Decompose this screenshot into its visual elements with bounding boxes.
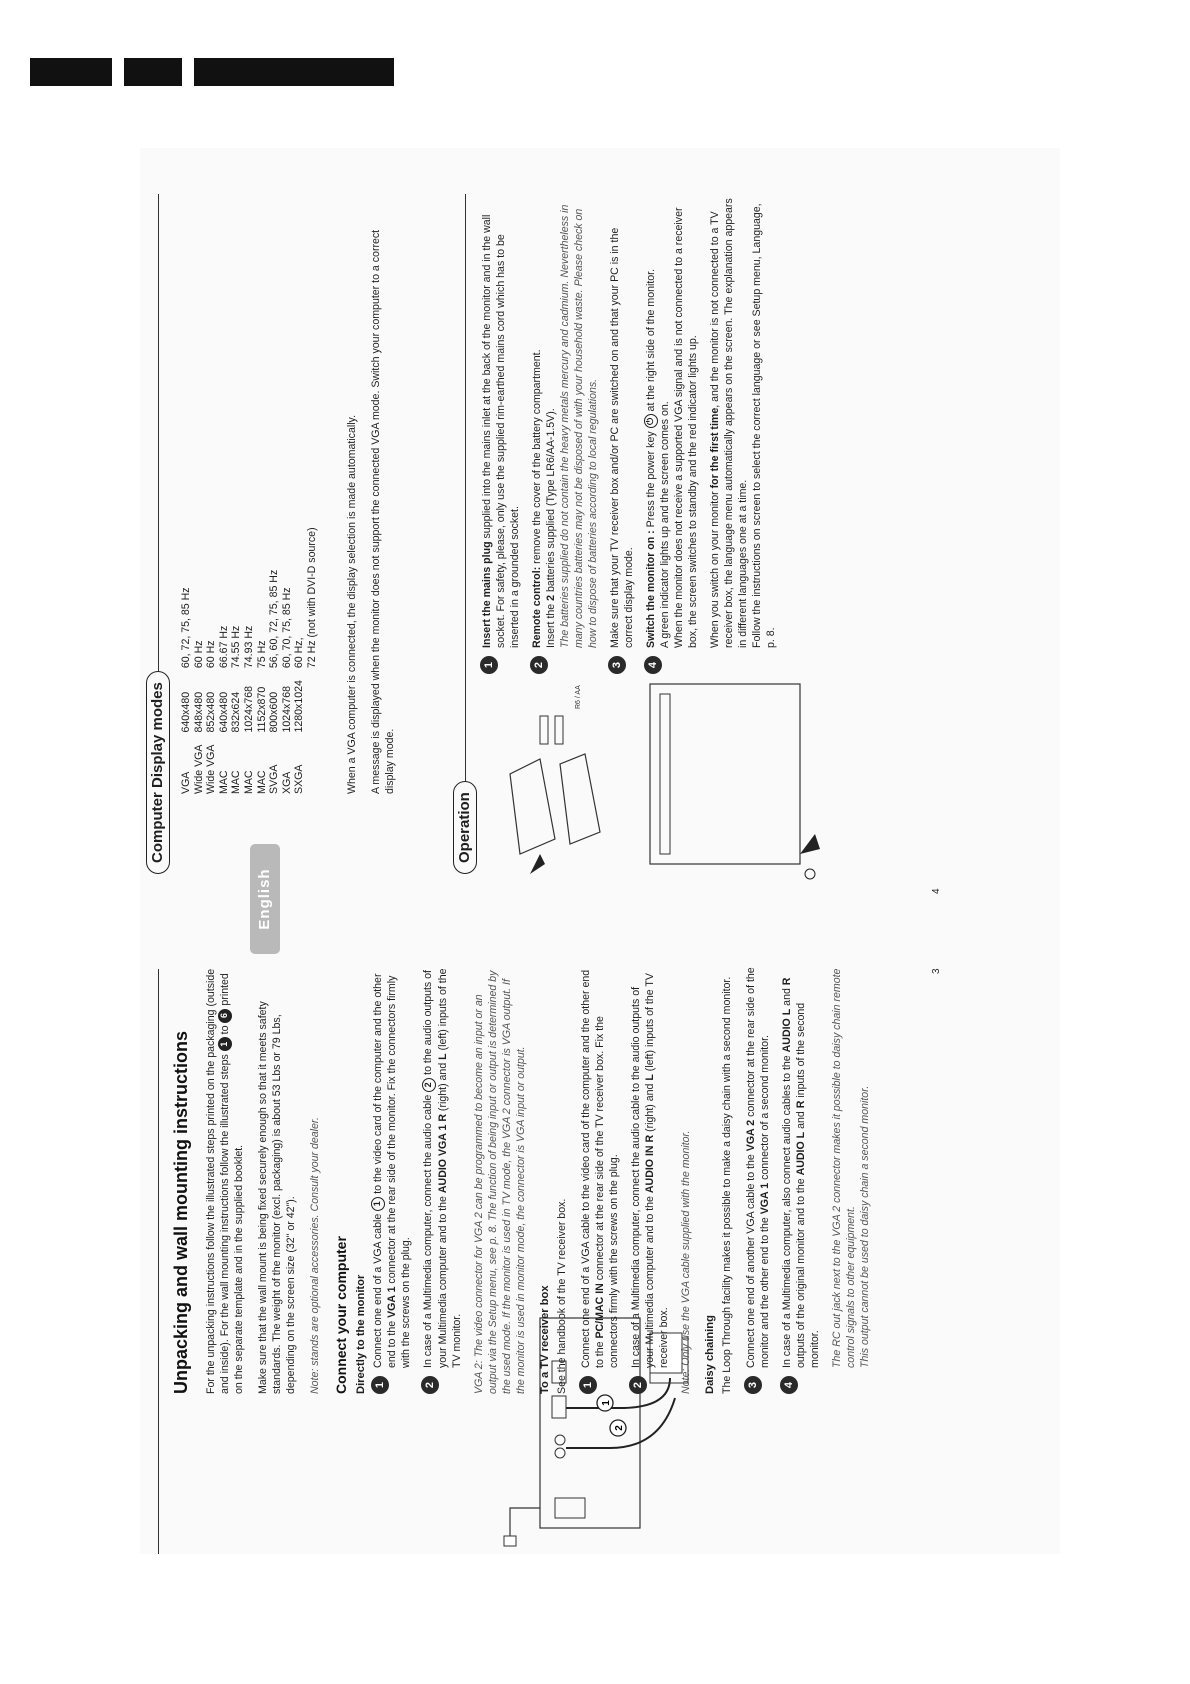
power-icon: ⏻ — [644, 414, 658, 428]
step-bold: Remote control: — [531, 566, 543, 648]
display-mode-row — [268, 515, 281, 794]
daisy-title: Daisy chaining — [703, 1315, 716, 1394]
mains-inlet — [555, 1498, 585, 1518]
audio-jack-icon — [555, 1435, 565, 1445]
unpacking-title: Unpacking and wall mounting instructions — [171, 1030, 191, 1394]
first-time-text: , and the monitor is not connected to a TV receiver box, the language menu automatically appears on the screen. The explanation appears in different languages one at a time. — [709, 198, 750, 648]
mode-res: 640x480 — [180, 691, 192, 733]
operation-title-wrap — [453, 781, 477, 874]
first-time-paragraph — [708, 194, 778, 674]
step-text: (right) and — [436, 1062, 449, 1112]
cable-callout: 1 — [371, 1197, 385, 1211]
display-mode-row — [306, 515, 319, 794]
step-text: In case of a Multimedia computer, also connect audio cables to the — [780, 1055, 793, 1368]
mode-res: 1024x768 — [242, 686, 255, 733]
battery-note: The batteries supplied do not contain the heavy metals mercury and cadmium. Nevertheless in many countries batteries may not be disposed of with your household waste. Please check on how to dispose of batteries according to local regulations. — [559, 204, 599, 648]
display-mode-row — [256, 515, 269, 794]
step-text: Make sure that your TV receiver box and/or PC are switched on and that your PC is in the correct display mode. — [609, 227, 635, 648]
step-bold: L — [643, 1074, 656, 1081]
mode-freq: 60 Hz — [205, 640, 218, 669]
step-number: 3 — [608, 656, 626, 674]
vga-message-text: A message is displayed when the monitor does not support the connected VGA mode. Switch your computer to a correct display mode. — [370, 229, 396, 794]
mode-type: SXGA — [293, 764, 306, 794]
mode-res: 1152x870 — [255, 686, 268, 733]
step-number: 4 — [644, 656, 662, 674]
step-text: and — [780, 988, 793, 1006]
step-text: (left) inputs of the TV receiver box. — [643, 973, 670, 1368]
display-mode-row — [205, 515, 218, 794]
step-text: Press the power key — [645, 431, 657, 528]
step-bold: R — [780, 977, 793, 986]
step-bold: 2 — [545, 594, 557, 601]
mode-type: MAC — [255, 770, 268, 794]
operation-figure — [500, 674, 830, 894]
header-block-3 — [194, 58, 394, 86]
operation-step-3 — [608, 194, 636, 674]
step-number: 3 — [744, 1376, 762, 1394]
mode-freq: 60 Hz, — [293, 637, 306, 669]
mode-type: MAC — [230, 770, 243, 794]
step-number: 2 — [629, 1376, 647, 1394]
step-text: When the monitor does not receive a supported VGA signal and is not connected to a receiver box, the screen switches to standby and the red indicator lights up. — [673, 207, 700, 648]
operation-step-4 — [644, 194, 700, 674]
step-text: inputs of the second monitor. — [794, 1002, 821, 1368]
mode-type: SVGA — [268, 764, 281, 794]
right-page-number: 4 — [931, 888, 942, 894]
rc-note-1: The RC out jack next to the VGA 2 connector makes it possible to daisy chain remote control signals to other equipment. — [830, 968, 857, 1368]
step-bold: Insert the mains plug — [481, 541, 493, 648]
mode-freq: 75 Hz — [255, 640, 268, 669]
step-text: supplied into the mains inlet at the back of the monitor and in the wall socket. For safety, please, only use the supplied rim-earthed mains cord which has to be inserted in a grounded socket. — [481, 214, 521, 648]
english-tab: English — [250, 844, 280, 954]
mode-type: Wide VGA — [192, 744, 205, 794]
arrow-icon — [530, 854, 545, 874]
step-bold: AUDIO IN R — [643, 1134, 656, 1194]
mode-res — [306, 668, 319, 732]
step-text: connector at the rear side of the monitor and the other end to the — [744, 967, 771, 1368]
arrow-icon — [800, 834, 820, 854]
mode-type: MAC — [217, 770, 230, 794]
step-text: at the right side of the monitor. — [645, 268, 657, 412]
left-column — [170, 964, 882, 1394]
mode-type: XGA — [280, 771, 293, 794]
operation-title: Operation — [453, 781, 477, 874]
step-bold: VGA 1 — [758, 1182, 771, 1215]
battery-icon — [540, 716, 548, 744]
mode-freq: 74.55 Hz — [230, 625, 243, 669]
receiver-intro: See the handbook of the TV receiver box. — [555, 1198, 568, 1394]
mode-freq: 66.67 Hz — [217, 625, 230, 669]
display-mode-row — [293, 515, 306, 794]
step-text: (right) and — [643, 1083, 656, 1132]
receiver-step-1 — [579, 964, 621, 1394]
connect-step-2 — [421, 964, 463, 1394]
power-key-icon — [805, 869, 815, 879]
step-bold: L — [436, 1053, 449, 1060]
step-number: 4 — [780, 1376, 798, 1394]
mains-plug-icon — [504, 1536, 516, 1546]
mode-type: MAC — [242, 770, 255, 794]
step-text: A green indicator lights up and the screen comes on. — [659, 401, 672, 648]
step-bold: AUDIO VGA 1 R — [436, 1114, 449, 1194]
step-text: and — [794, 1111, 807, 1129]
mode-res: 1024x768 — [280, 686, 293, 733]
operation-step-2 — [530, 194, 600, 674]
mode-res: 800x600 — [268, 691, 281, 733]
operation-body — [480, 194, 788, 674]
display-mode-row — [218, 515, 231, 794]
display-mode-row — [180, 515, 193, 794]
vga2-note: VGA 2: The video connector for VGA 2 can be programmed to become an input or an output via the Setup menu, see p. 8. The function of being input or output is determined by the used mode. If the monitor is used in TV mode, the VGA 2 connector is VGA output. If the monitor is used in monitor mode, the connector is VGA input or output. — [472, 970, 527, 1394]
cable-callout: 2 — [422, 1078, 436, 1092]
step-bold: VGA 2 — [744, 1119, 757, 1152]
left-page-number: 3 — [931, 968, 942, 974]
first-time-bold: for the first time — [709, 407, 722, 489]
daisy-intro: The Loop Through facility makes it possible to make a daisy chain with a second monitor. — [720, 976, 733, 1394]
rc-note-2: This output cannot be used to daisy chain a second monitor. — [858, 1085, 871, 1368]
follow-text: Follow the instructions on screen to select the correct language or see Setup menu, Language, p. 8. — [751, 203, 778, 648]
display-modes-notes — [345, 194, 407, 794]
mode-freq: 56, 60, 72, 75, 85 Hz — [268, 569, 281, 669]
stands-note: Note: stands are optional accessories. Consult your dealer. — [309, 1117, 322, 1394]
step-text: Connect one end of another VGA cable to the — [744, 1154, 757, 1368]
vga-connected-text: When a VGA computer is connected, the display selection is made automatically. — [346, 414, 358, 794]
operation-rule — [465, 194, 466, 874]
display-mode-row — [230, 515, 243, 794]
mode-freq: 72 Hz (not with DVI-D source) — [305, 527, 318, 669]
step-text: Connect one end of a VGA cable to the video card of the computer and the other end to the — [579, 969, 606, 1368]
intro-step-b: 6 — [218, 1009, 232, 1023]
step-text: to the audio outputs of your Multimedia computer and to the — [422, 970, 449, 1368]
mode-type: Wide VGA — [205, 744, 218, 794]
first-time-text: When you switch on your monitor — [709, 491, 722, 648]
step-text: to the video card of the computer and the other end to the — [372, 973, 399, 1368]
connect-title: Connect your computer — [333, 1236, 350, 1394]
mode-freq: 60 Hz — [192, 640, 205, 669]
step-text: (left) inputs of the TV monitor. — [436, 968, 463, 1368]
callout-1-label: 1 — [601, 1400, 612, 1406]
receiver-title: To a TV receiver box — [538, 1285, 551, 1394]
display-modes-body — [180, 234, 319, 794]
mains-cable — [510, 1508, 540, 1538]
step-number: 1 — [579, 1376, 597, 1394]
mode-freq: 60, 70, 75, 85 Hz — [280, 587, 293, 669]
mode-res: 640x480 — [217, 691, 230, 733]
left-page-rule — [158, 969, 159, 1554]
connect-step-1 — [371, 964, 413, 1394]
display-mode-row — [193, 515, 206, 794]
manual-spread — [140, 148, 1060, 1554]
mode-freq: 60, 72, 75, 85 Hz — [180, 587, 192, 669]
receiver-step-2 — [629, 964, 671, 1394]
step-bold: Switch the monitor on : — [645, 530, 657, 648]
vga-cable-note: Note: Only use the VGA cable supplied with the monitor. — [679, 1130, 692, 1394]
step-text: In case of a Multimedia computer, connect the audio cable — [422, 1094, 435, 1368]
rotated-content — [140, 148, 1060, 1554]
intro-step-a: 1 — [218, 1037, 232, 1051]
mode-type — [306, 733, 319, 794]
callout-2-label: 2 — [614, 1425, 625, 1431]
step-number: 2 — [421, 1376, 439, 1394]
remote-control-icon — [560, 754, 600, 844]
step-number: 1 — [480, 656, 498, 674]
display-modes-title: Computer Display modes — [146, 671, 170, 874]
daisy-step-3 — [744, 964, 772, 1394]
step-text: Insert the — [545, 603, 557, 648]
battery-icon — [555, 716, 563, 744]
daisy-step-4 — [780, 964, 822, 1394]
step-bold: AUDIO L — [780, 1008, 793, 1053]
battery-label: R6 / AA — [575, 685, 582, 709]
display-mode-row — [281, 515, 294, 794]
header-block-2 — [124, 58, 182, 86]
directly-title: Directly to the monitor — [355, 1274, 368, 1394]
step-text: outputs of the original monitor and to the — [794, 1178, 807, 1368]
mode-freq: 74.93 Hz — [242, 625, 255, 669]
monitor-speaker — [660, 694, 670, 854]
step-bold: AUDIO L — [794, 1131, 807, 1176]
intro-text: For the unpacking instructions follow the illustrated steps printed on the packaging (outside and inside). For the wall mounting instructions follow the illustrated steps — [205, 968, 231, 1394]
step-text: remove the cover of the battery compartment. — [531, 349, 543, 564]
step-text: batteries supplied (Type LR6/AA-1.5V). — [545, 408, 557, 593]
step-bold: R — [794, 1100, 807, 1109]
mode-res: 832x624 — [230, 691, 243, 733]
intro-text-end: printed on the separate template and in the supplied booklet. — [219, 973, 246, 1394]
monitor-outline — [650, 684, 800, 864]
step-text: In case of a Multimedia computer, connect the audio cable to the audio outputs of your Multimedia computer and to the — [629, 986, 656, 1368]
header-block-1 — [30, 58, 112, 86]
intro-to: to — [219, 1025, 231, 1035]
remote-control-icon — [510, 759, 555, 854]
display-modes-column — [146, 194, 170, 874]
safety-paragraph: Make sure that the wall mount is being fixed securely enough so that it meets safety standards. The weight of the monitor (excl. packaging) is about 53 Lbs or 79 Lbs, depending on the screen size (32" or 42"). — [257, 1001, 298, 1394]
step-bold: VGA 1 — [386, 1286, 399, 1318]
step-text: Connect one end of a VGA cable — [372, 1213, 385, 1368]
vga-connector-icon — [552, 1396, 566, 1418]
step-number: 1 — [371, 1376, 389, 1394]
operation-step-1 — [480, 194, 522, 674]
step-text: connector of a second monitor. — [758, 1035, 771, 1180]
step-text: connector at the rear side of the TV receiver box. Fix the connectors firmly with the screws on the plug. — [593, 1016, 620, 1368]
step-number: 2 — [530, 656, 548, 674]
rc-note — [830, 964, 872, 1394]
step-text: connector at the rear side of the monitor. Fix the connectors firmly with the screws on the plug. — [386, 975, 413, 1368]
step-bold: PC/MAC IN — [593, 1283, 606, 1339]
mode-res: 848x480 — [192, 691, 205, 733]
display-mode-row — [243, 515, 256, 794]
audio-jack-icon — [555, 1448, 565, 1458]
mode-type: VGA — [180, 771, 192, 794]
intro-paragraph — [204, 964, 246, 1394]
mode-res: 852x480 — [205, 691, 218, 733]
display-modes-table — [180, 515, 319, 794]
mode-res: 1280x1024 — [293, 680, 306, 733]
